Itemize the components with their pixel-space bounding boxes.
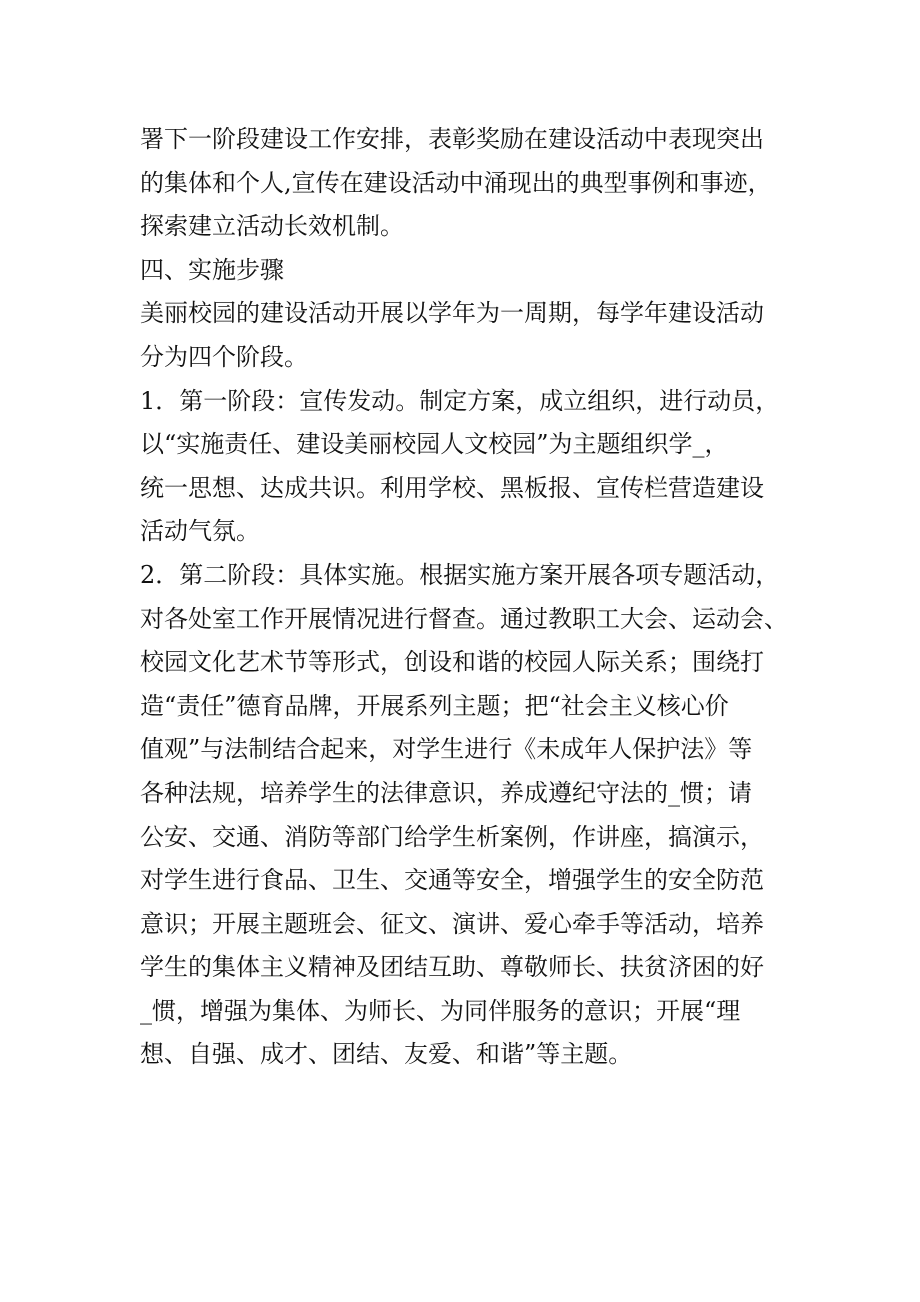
text-line: 活动气氛。 [140, 517, 260, 546]
text-line: 2．第二阶段：具体实施。根据实施方案开展各项专题活动， [140, 560, 780, 589]
document-page [140, 118, 820, 1077]
section-heading: 四、实施步骤 [140, 255, 284, 284]
text-line: 署下一阶段建设工作安排，表彰奖励在建设活动中表现突出 [140, 125, 764, 153]
text-line: 值观”与法制结合起来，对学生进行《未成年人保护法》等 [140, 735, 753, 764]
text-line: 学生的集体主义精神及团结互助、尊敬师长、扶贫济困的好 [140, 953, 764, 982]
text-line: 1．第一阶段：宣传发动。制定方案，成立组织，进行动员， [140, 386, 780, 415]
text-line: 公安、交通、消防等部门给学生析案例，作讲座，搞演示， [140, 822, 764, 851]
text-line: 意识；开展主题班会、征文、演讲、爱心牵手等活动，培养 [140, 909, 764, 938]
text-line: 以“实施责任、建设美丽校园人文校园”为主题组织学_， [140, 430, 729, 459]
text-line: 对各处室工作开展情况进行督查。通过教职工大会、运动会、 [140, 604, 788, 633]
text-line: 对学生进行食品、卫生、交通等安全，增强学生的安全防范 [140, 866, 764, 895]
text-line: 的集体和个人,宣传在建设活动中涌现出的典型事例和事迹， [140, 168, 772, 197]
text-line: _惯，增强为集体、为师长、为同伴服务的意识；开展“理 [140, 996, 741, 1025]
text-line: 探索建立活动长效机制。 [140, 212, 404, 241]
text-line: 统一思想、达成共识。利用学校、黑板报、宣传栏营造建设 [140, 473, 764, 502]
text-line: 校园文化艺术节等形式，创设和谐的校园人际关系；围绕打 [140, 648, 764, 677]
text-line: 分为四个阶段。 [140, 342, 308, 371]
text-line: 想、自强、成才、团结、友爱、和谐”等主题。 [140, 1040, 633, 1069]
text-line: 各种法规，培养学生的法律意识，养成遵纪守法的_惯；请 [140, 778, 752, 807]
text-line: 造“责任”德育品牌，开展系列主题；把“社会主义核心价 [140, 691, 729, 720]
text-line: 美丽校园的建设活动开展以学年为一周期，每学年建设活动 [140, 299, 764, 328]
